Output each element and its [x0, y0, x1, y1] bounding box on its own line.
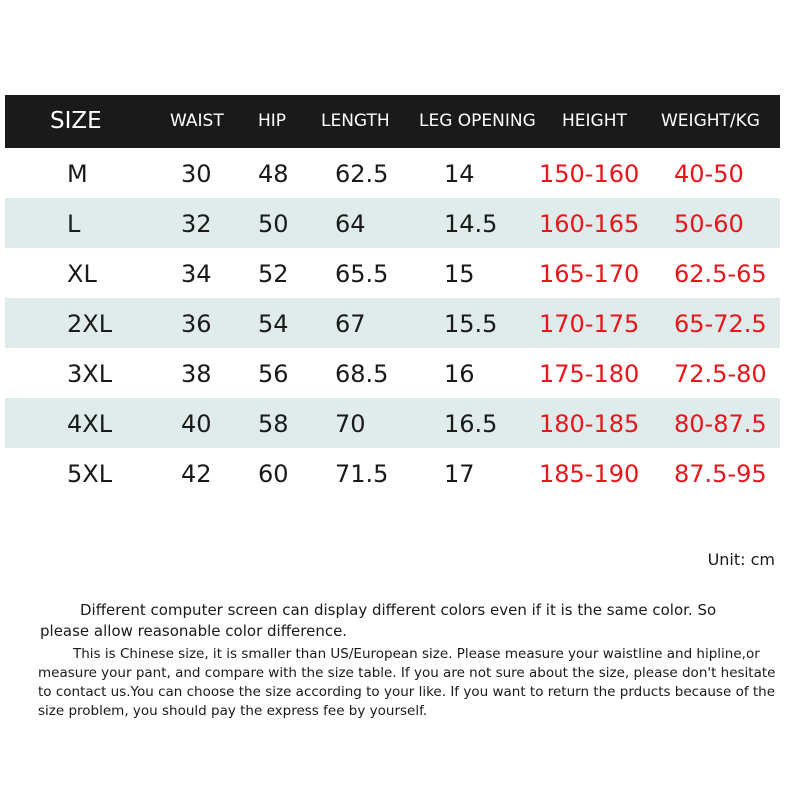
cell-height: 160-165 — [539, 210, 640, 238]
cell-leg-opening: 16.5 — [444, 410, 498, 438]
header-weight: WEIGHT/KG — [661, 111, 760, 131]
cell-waist: 38 — [181, 360, 212, 388]
size-chart-header — [5, 95, 780, 148]
cell-weight: 87.5-95 — [674, 460, 767, 488]
cell-length: 65.5 — [335, 260, 389, 288]
cell-height: 175-180 — [539, 360, 640, 388]
table-row — [5, 348, 780, 398]
header-hip: HIP — [258, 111, 287, 131]
cell-hip: 52 — [258, 260, 289, 288]
cell-length: 70 — [335, 410, 366, 438]
table-row — [5, 298, 780, 348]
cell-size: 5XL — [67, 460, 113, 488]
cell-height: 150-160 — [539, 160, 640, 188]
cell-weight: 72.5-80 — [674, 360, 767, 388]
cell-height: 165-170 — [539, 260, 640, 288]
cell-waist: 40 — [181, 410, 212, 438]
cell-size: 3XL — [67, 360, 113, 388]
table-row — [5, 448, 780, 498]
cell-hip: 54 — [258, 310, 289, 338]
cell-weight: 50-60 — [674, 210, 744, 238]
color-difference-note: Different computer screen can display different colors even if it is the same color. So please allow reasonable color difference. — [40, 601, 717, 640]
cell-length: 67 — [335, 310, 366, 338]
cell-waist: 42 — [181, 460, 212, 488]
cell-length: 71.5 — [335, 460, 389, 488]
cell-size: XL — [67, 260, 97, 288]
cell-length: 68.5 — [335, 360, 389, 388]
cell-waist: 34 — [181, 260, 212, 288]
cell-length: 64 — [335, 210, 366, 238]
cell-weight: 62.5-65 — [674, 260, 767, 288]
cell-hip: 48 — [258, 160, 289, 188]
cell-weight: 40-50 — [674, 160, 744, 188]
size-guide-note: This is Chinese size, it is smaller than US/European size. Please measure your waistline and hipline,or measure your pant, and compare with the size table. If you are not sure about the size, please don't hesitate to contact us.You can choose the size according to your like. If you want to return the prducts because of the size problem, you should pay the express fee by yourself. — [38, 646, 776, 719]
cell-size: M — [67, 160, 88, 188]
cell-waist: 32 — [181, 210, 212, 238]
cell-leg-opening: 15.5 — [444, 310, 498, 338]
cell-leg-opening: 16 — [444, 360, 475, 388]
cell-waist: 36 — [181, 310, 212, 338]
cell-length: 62.5 — [335, 160, 389, 188]
header-length: LENGTH — [321, 111, 390, 131]
cell-height: 185-190 — [539, 460, 640, 488]
cell-waist: 30 — [181, 160, 212, 188]
header-waist: WAIST — [170, 111, 224, 131]
cell-hip: 60 — [258, 460, 289, 488]
cell-hip: 58 — [258, 410, 289, 438]
table-row — [5, 198, 780, 248]
size-chart-table — [5, 95, 780, 498]
header-height: HEIGHT — [562, 111, 627, 131]
table-row — [5, 398, 780, 448]
cell-height: 180-185 — [539, 410, 640, 438]
cell-leg-opening: 17 — [444, 460, 475, 488]
cell-size: 4XL — [67, 410, 113, 438]
unit-label: Unit: cm — [707, 550, 775, 569]
cell-size: 2XL — [67, 310, 113, 338]
cell-height: 170-175 — [539, 310, 640, 338]
cell-leg-opening: 14.5 — [444, 210, 498, 238]
table-row — [5, 148, 780, 198]
table-row — [5, 248, 780, 298]
cell-hip: 56 — [258, 360, 289, 388]
cell-hip: 50 — [258, 210, 289, 238]
cell-size: L — [67, 210, 81, 238]
cell-leg-opening: 15 — [444, 260, 475, 288]
header-leg-opening: LEG OPENING — [419, 111, 536, 131]
cell-weight: 65-72.5 — [674, 310, 767, 338]
cell-weight: 80-87.5 — [674, 410, 767, 438]
header-size: SIZE — [50, 108, 102, 134]
cell-leg-opening: 14 — [444, 160, 475, 188]
